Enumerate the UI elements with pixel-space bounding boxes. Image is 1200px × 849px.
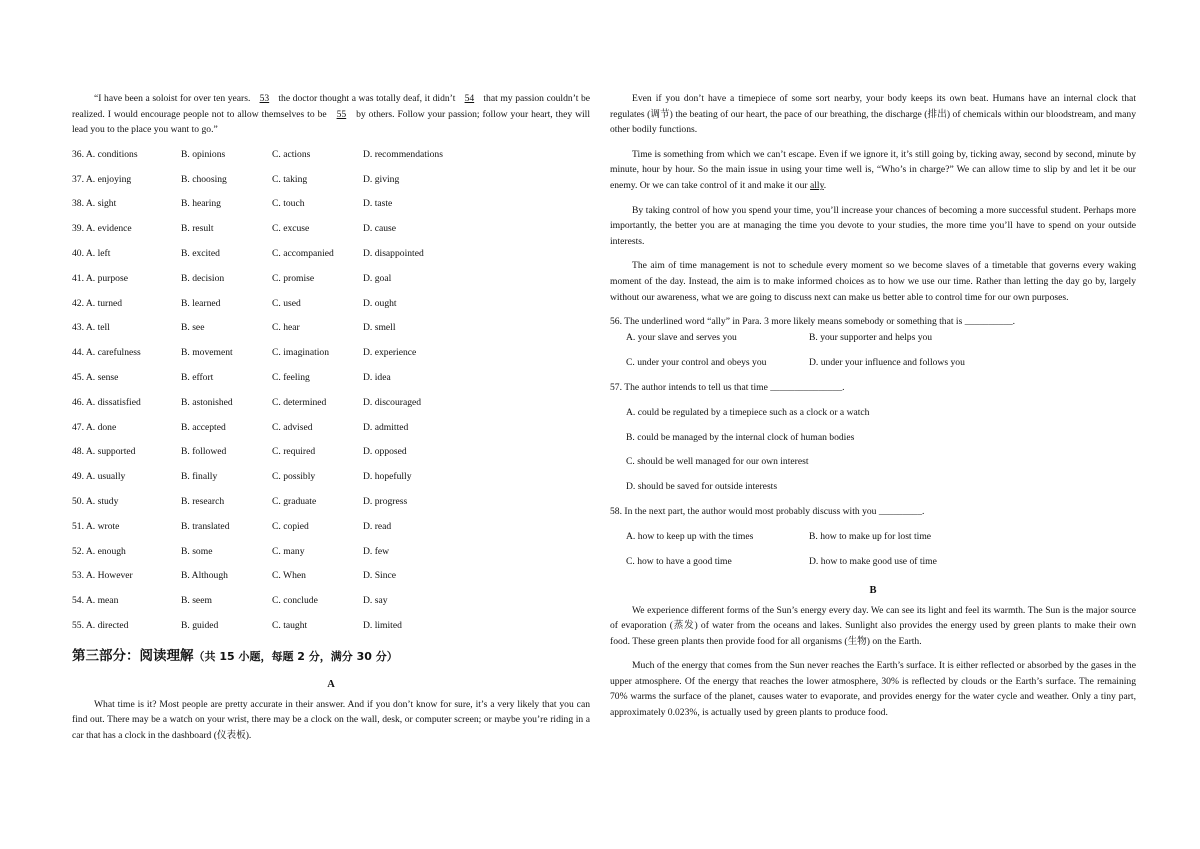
option-d: D. smell	[363, 322, 396, 334]
option-c: C. possibly	[272, 471, 316, 483]
option-b: B. followed	[181, 446, 227, 458]
option-d: D. opposed	[363, 446, 407, 458]
option-b: B. learned	[181, 297, 221, 309]
option-a: 53. A. However	[72, 570, 133, 582]
option-b: B. choosing	[181, 173, 227, 185]
option-c: C. When	[272, 570, 306, 582]
option-c: C. graduate	[272, 495, 317, 507]
cloze-option-row	[72, 544, 590, 569]
option-a: 37. A. enjoying	[72, 173, 132, 185]
option-a: 49. A. usually	[72, 471, 126, 483]
option-b: B. decision	[181, 272, 225, 284]
cloze-option-row	[72, 221, 590, 246]
question-58: 58. In the next part, the author would most probably discuss with you _________.	[610, 505, 925, 517]
option-b: B. astonished	[181, 396, 233, 408]
option-a: 54. A. mean	[72, 595, 119, 607]
cloze-option-row	[72, 246, 590, 271]
passage-a-paragraph-5: The aim of time management is not to schedule every moment so we become slaves of a timetable that governs every waking moment of the day. Instead, the aim is to make informed choices as to how we use our time. Rather than letting the day go by, largely without our awareness, what we are going to discuss next can make us better able to control time for our own purposes.	[610, 260, 1136, 303]
option-b: B. finally	[181, 471, 218, 483]
option-b: B. accepted	[181, 421, 226, 433]
option-a: 38. A. sight	[72, 198, 117, 210]
option-c: C. taking	[272, 173, 308, 185]
option-a: 41. A. purpose	[72, 272, 128, 284]
option-d: D. discouraged	[363, 396, 422, 408]
option-d: D. admitted	[363, 421, 409, 433]
cloze-option-row	[72, 618, 590, 643]
option-c: C. accompanied	[272, 247, 334, 259]
option-c: C. taught	[272, 619, 308, 631]
cloze-option-row	[72, 320, 590, 345]
cloze-option-row	[72, 568, 590, 593]
option-b: B. translated	[181, 520, 230, 532]
cloze-option-row	[72, 147, 590, 172]
passage-a-paragraph-2: Even if you don’t have a timepiece of some sort nearby, your body keeps its own beat. Humans have an internal clock that regulates (调节) the beating of our heart, the pace of our breathing, the discharge (排出) of chemicals within our bloodstream, and many other bodily functions.	[610, 93, 1136, 136]
option-a: 52. A. enough	[72, 545, 126, 557]
option-c: C. touch	[272, 198, 305, 210]
option-c: C. conclude	[272, 595, 318, 607]
option-d: D. Since	[363, 570, 397, 582]
option-c: C. promise	[272, 272, 315, 284]
option-c: C. required	[272, 446, 316, 458]
right-column	[610, 91, 1136, 721]
option-d: D. limited	[363, 619, 402, 631]
option-c: C. used	[272, 297, 301, 309]
question-58-options-row-1	[610, 529, 1136, 554]
cloze-option-row	[72, 420, 590, 445]
option-a: 55. A. directed	[72, 619, 129, 631]
option-a: 42. A. turned	[72, 297, 123, 309]
option-d: D. say	[363, 595, 388, 607]
cloze-option-row	[72, 469, 590, 494]
q58-option-b: B. how to make up for lost time	[809, 530, 932, 542]
cloze-intro-paragraph: “I have been a soloist for over ten years. 53 the doctor thought a was totally deaf, it didn’t 54 that my passion couldn’t be realized. I would encourage people not to allow themselves to be 55 by others. Follow your passion; follow your heart, they will lead you to the place you want to go.”	[72, 93, 591, 136]
option-c: C. advised	[272, 421, 313, 433]
option-a: 36. A. conditions	[72, 148, 138, 160]
cloze-option-row	[72, 196, 590, 221]
cloze-option-row	[72, 519, 590, 544]
option-c: C. actions	[272, 148, 311, 160]
q57-option-b: B. could be managed by the internal clock of human bodies	[626, 431, 855, 443]
blank-54: 54	[464, 93, 475, 104]
option-a: 47. A. done	[72, 421, 117, 433]
option-b: B. see	[181, 322, 205, 334]
q56-option-b: B. your supporter and helps you	[809, 332, 933, 344]
option-d: D. recommendations	[363, 148, 443, 160]
passage-b-paragraph-1: We experience different forms of the Sun’s energy every day. We can see its light and feel its warmth. The Sun is the major source of evaporation (蒸发) of water from the oceans and lakes. Sunlight also provides the energy used by green plants to make their own food. These green plants then provide food for all organisms (生物) on the Earth.	[610, 604, 1136, 647]
option-b: B. guided	[181, 619, 219, 631]
option-c: C. hear	[272, 322, 300, 334]
passage-a-paragraph-1: What time is it? Most people are pretty accurate in their answer. And if you don’t know for sure, it’s a very likely that you can find out. There may be a watch on your wrist, there may be a clock on the wall, desk, or computer screen; or maybe you’re riding in a car that has a clock in the dashboard (仪表板).	[72, 698, 590, 741]
option-d: D. disappointed	[363, 247, 424, 259]
option-d: D. few	[363, 545, 390, 557]
blank-55: 55	[336, 108, 347, 120]
option-d: D. hopefully	[363, 471, 412, 483]
option-c: C. feeling	[272, 371, 310, 383]
passage-b-label: B	[869, 584, 877, 596]
question-56-options-row-2	[610, 355, 1136, 380]
q58-option-a: A. how to keep up with the times	[626, 530, 754, 542]
option-b: B. Although	[181, 570, 228, 582]
cloze-option-row	[72, 593, 590, 618]
option-c: C. determined	[272, 396, 327, 408]
option-c: C. excuse	[272, 223, 310, 235]
underlined-word-ally: ally	[809, 179, 824, 191]
cloze-option-row	[72, 345, 590, 370]
option-d: D. idea	[363, 371, 391, 383]
option-c: C. copied	[272, 520, 309, 532]
option-d: D. read	[363, 520, 392, 532]
q57-option-a: A. could be regulated by a timepiece such as a clock or a watch	[626, 406, 870, 418]
passage-a-label: A	[327, 678, 335, 690]
option-a: 44. A. carefulness	[72, 347, 141, 359]
option-b: B. opinions	[181, 148, 226, 160]
cloze-option-row	[72, 395, 590, 420]
q58-option-c: C. how to have a good time	[626, 555, 732, 567]
option-b: B. result	[181, 223, 214, 235]
option-a: 45. A. sense	[72, 371, 119, 383]
option-b: B. some	[181, 545, 213, 557]
option-a: 48. A. supported	[72, 446, 136, 458]
cloze-option-row	[72, 271, 590, 296]
q58-option-d: D. how to make good use of time	[809, 555, 937, 567]
cloze-option-row	[72, 296, 590, 321]
q56-option-a: A. your slave and serves you	[626, 332, 737, 344]
option-b: B. research	[181, 495, 225, 507]
option-a: 39. A. evidence	[72, 223, 132, 235]
passage-a-paragraph-4: By taking control of how you spend your time, you’ll increase your chances of becoming a more successful student. Perhaps more importantly, the better you are at managing the time you devote to your studies, the more time you’ll have to spend on your outside interests.	[610, 204, 1136, 247]
option-d: D. ought	[363, 297, 397, 309]
option-a: 40. A. left	[72, 247, 111, 259]
q57-option-d: D. should be saved for outside interests	[626, 481, 778, 493]
option-b: B. excited	[181, 247, 220, 259]
cloze-options	[72, 147, 590, 643]
question-57: 57. The author intends to tell us that time _______________.	[610, 381, 845, 393]
option-c: C. imagination	[272, 347, 330, 359]
option-d: D. cause	[363, 223, 397, 235]
passage-b-paragraph-2: Much of the energy that comes from the Sun never reaches the Earth’s surface. It is either reflected or absorbed by the gases in the upper atmosphere. Of the energy that reaches the lower atmosphere, 30% is reflected by clouds or the Earth’s surface. The remaining 70% warms the surface of the planet, causes water to evaporate, and provides energy for the water cycle and weather. Only a tiny part, approximately 0.023%, is actually used by green plants to produce food.	[610, 660, 1136, 719]
option-d: D. taste	[363, 198, 393, 210]
cloze-option-row	[72, 370, 590, 395]
option-d: D. experience	[363, 347, 417, 359]
passage-a-paragraph-3: Time is something from which we can’t escape. Even if we ignore it, it’s still going by, ticking away, second by second, minute by minute, hour by hour. So the main issue in using your time well is, “Who’s in charge?” We can allow time to slip by and let it be our enemy. Or we can take control of it and make it our ally.	[610, 148, 1136, 191]
option-b: B. hearing	[181, 198, 221, 210]
option-a: 43. A. tell	[72, 322, 110, 334]
option-a: 50. A. study	[72, 495, 119, 507]
cloze-option-row	[72, 444, 590, 469]
blank-53: 53	[259, 93, 270, 104]
option-a: 46. A. dissatisfied	[72, 396, 141, 408]
left-column	[72, 91, 590, 744]
cloze-option-row	[72, 172, 590, 197]
option-d: D. giving	[363, 173, 400, 185]
option-b: B. seem	[181, 595, 212, 607]
section-title: 第三部分：阅读理解（共 15 小题，每题 2 分，满分 30 分）	[72, 647, 398, 664]
question-58-options-row-2	[610, 554, 1136, 579]
option-d: D. progress	[363, 495, 408, 507]
question-56-options-row-1	[610, 330, 1136, 355]
option-d: D. goal	[363, 272, 392, 284]
cloze-option-row	[72, 494, 590, 519]
option-a: 51. A. wrote	[72, 520, 120, 532]
option-c: C. many	[272, 545, 305, 557]
q57-option-c: C. should be well managed for our own interest	[626, 456, 809, 468]
option-b: B. effort	[181, 371, 214, 383]
q56-option-c: C. under your control and obeys you	[626, 356, 767, 368]
question-56: 56. The underlined word “ally” in Para. 3 more likely means somebody or something that is __________.	[610, 316, 1016, 328]
option-b: B. movement	[181, 347, 233, 359]
q56-option-d: D. under your influence and follows you	[809, 356, 965, 368]
